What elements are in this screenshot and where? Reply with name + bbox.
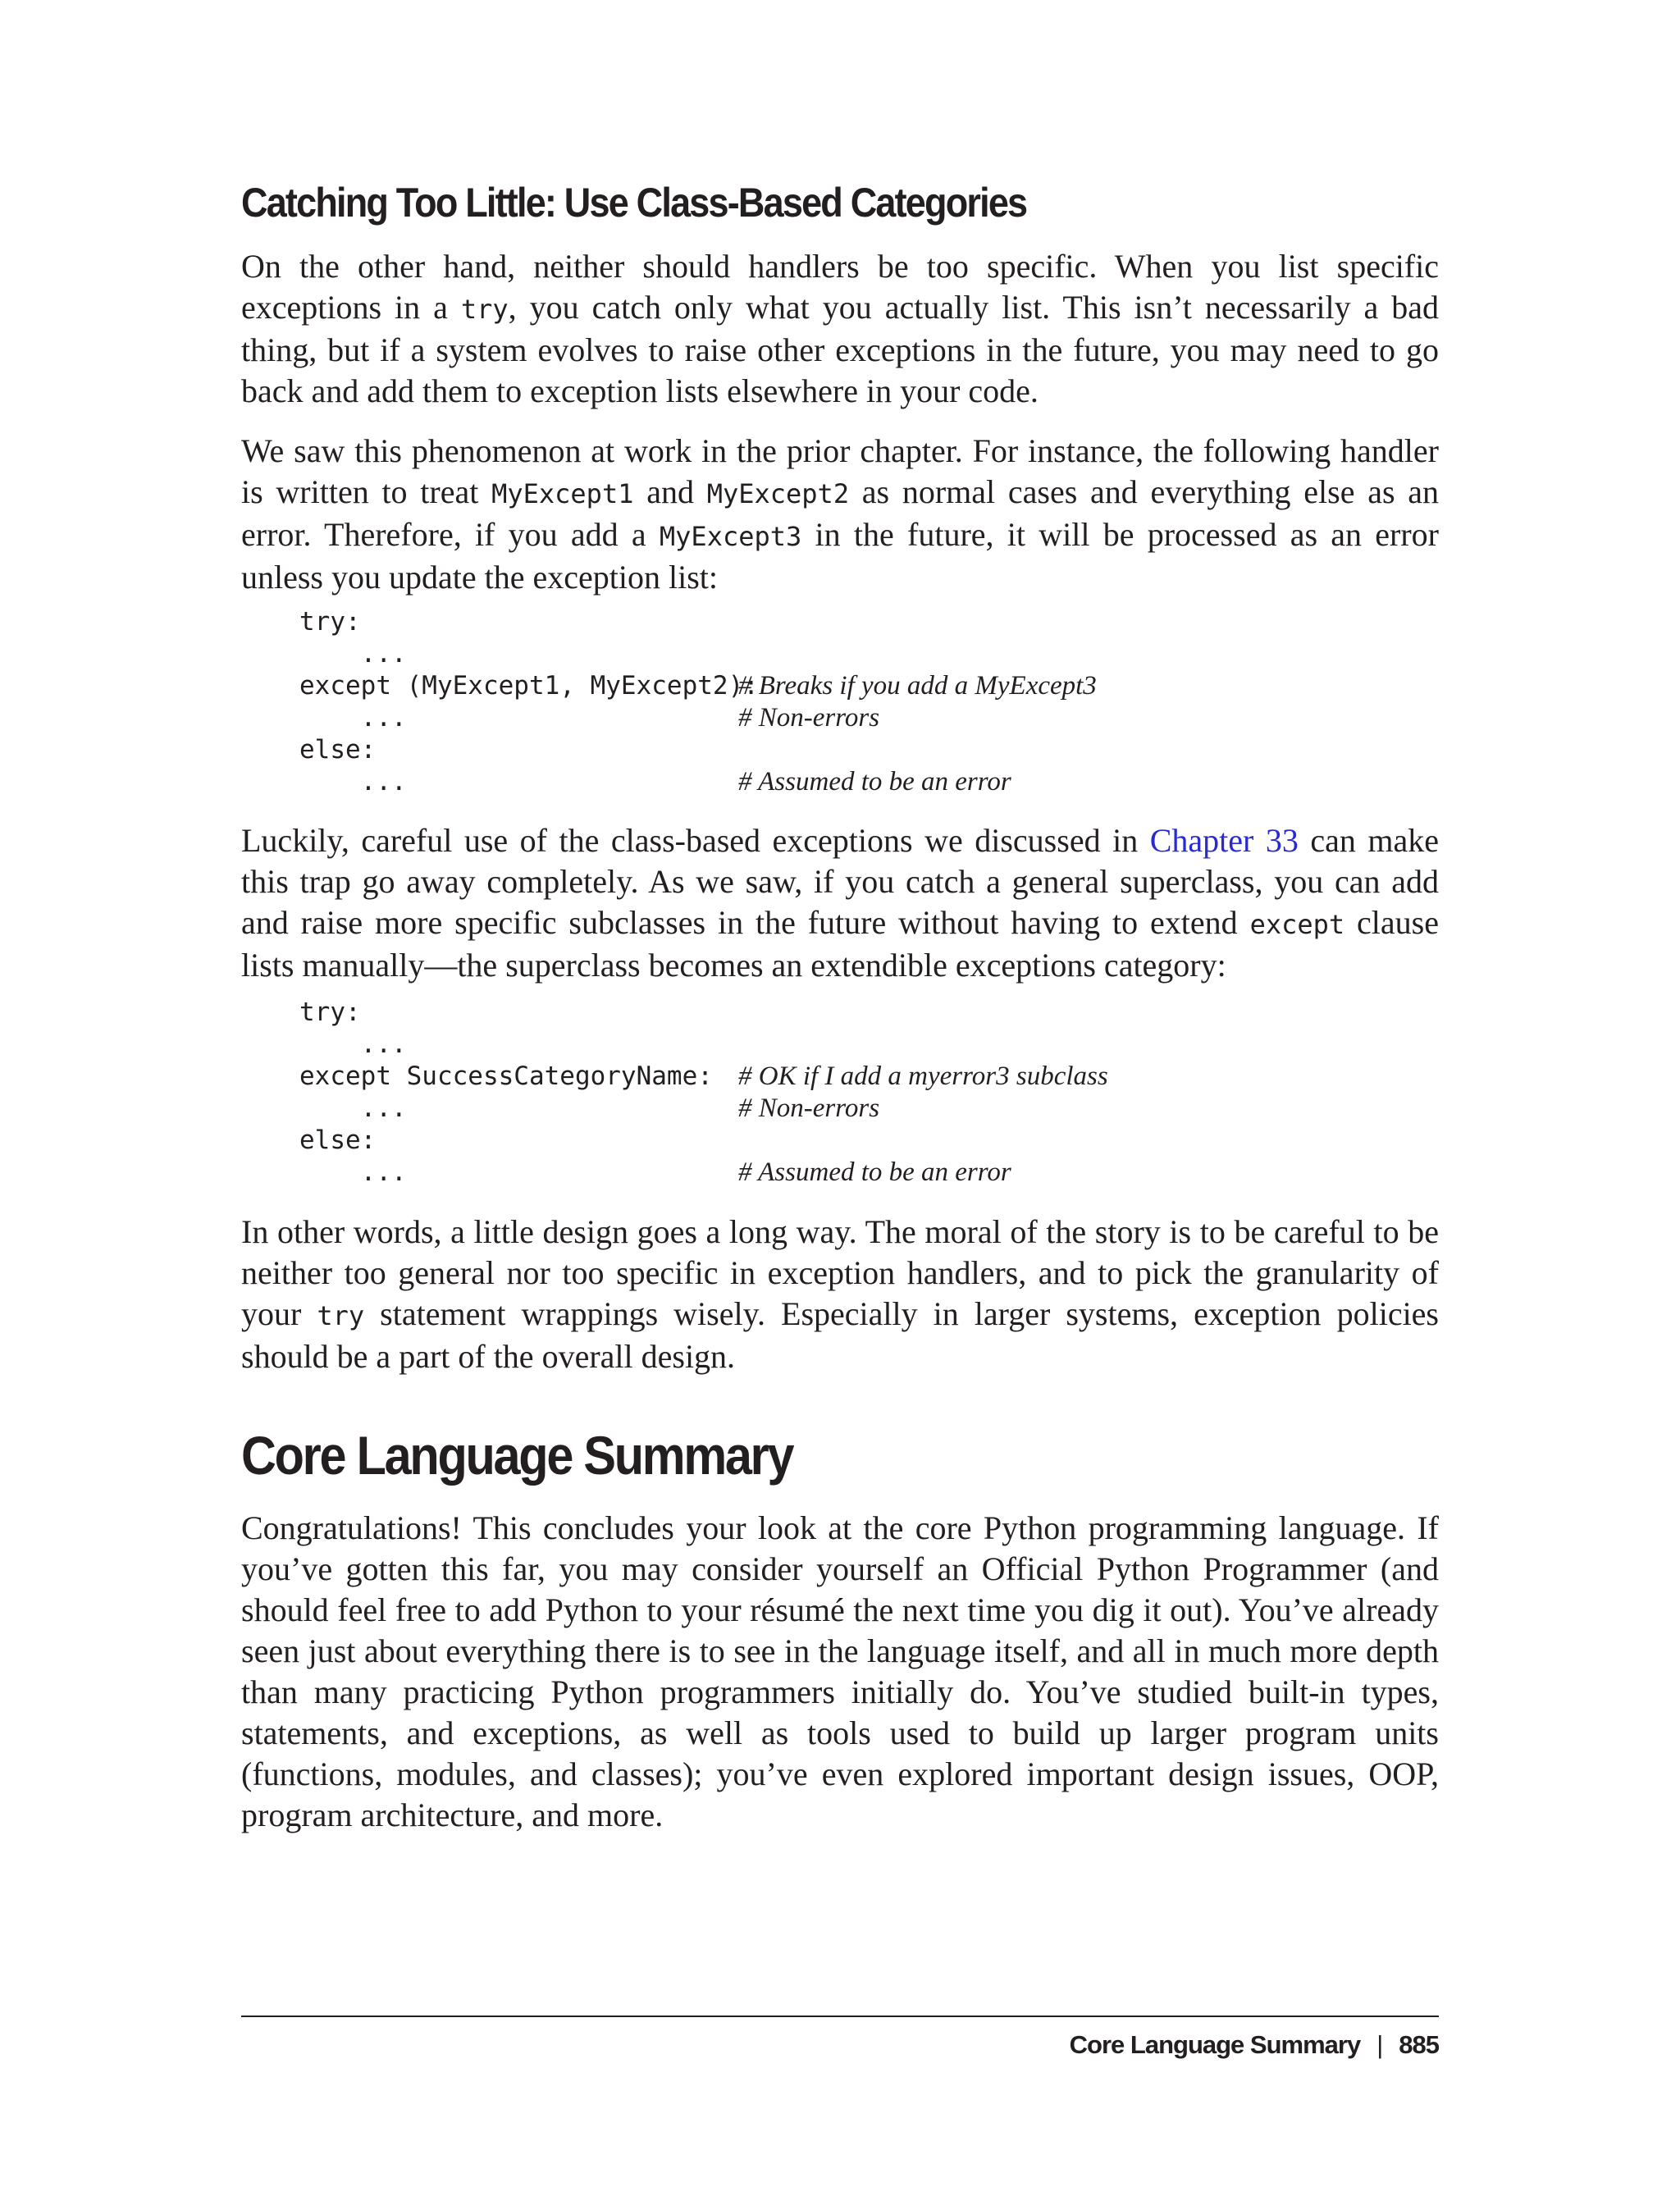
text-run: In other words, a little design goes a long way. The moral of the story is to be careful to be neither too general nor too specific in exception handlers, and to pick the granularity of your [241, 1213, 1439, 1332]
text-run: On the other hand, neither should handlers be too specific. When you list specific exceptions in a [241, 248, 1439, 326]
code-line [299, 734, 1448, 766]
text-run: as normal cases and everything else as an error. Therefore, if you add a [241, 473, 1439, 553]
code-comment: # OK if I add a myerror3 subclass [738, 1061, 1108, 1091]
code-line [299, 670, 1448, 702]
code-text: else: [299, 735, 377, 765]
code-text: try: [299, 607, 361, 637]
text-run: , you catch only what you actually list. This isn’t necessarily a bad thing, but if a system evolves to raise other exceptions in the future, you may need to go back and add them to exception lists elsewhere in your code. [241, 289, 1440, 409]
code-line [299, 997, 1448, 1029]
text-run: Luckily, careful use of the class-based exceptions we discussed in [241, 822, 1150, 859]
inline-code: MyExcept1 [491, 478, 634, 509]
chapter-link[interactable]: Chapter 33 [1149, 822, 1299, 859]
text-run: in the future, it will be processed as an error unless you update the exception list: [241, 516, 1439, 596]
inline-code: MyExcept2 [706, 478, 850, 509]
running-head: Core Language Summary [1069, 2030, 1361, 2059]
code-text: except SuccessCategoryName: [299, 1061, 713, 1091]
code-text: ... [299, 1093, 407, 1123]
code-line [299, 1125, 1448, 1157]
page-footer [1070, 2025, 1439, 2066]
code-line [299, 702, 1448, 734]
code-line [299, 606, 1448, 638]
inline-code: except [1249, 909, 1345, 940]
text-run: and [633, 473, 707, 510]
paragraph-5 [241, 1508, 1439, 1836]
footer-rule [241, 2016, 1439, 2017]
code-text: else: [299, 1125, 377, 1155]
code-comment: # Assumed to be an error [738, 1157, 1011, 1187]
code-line [299, 1061, 1448, 1093]
code-line [299, 766, 1448, 798]
code-comment: # Assumed to be an error [738, 767, 1011, 797]
text-run: statement wrappings wisely. Especially in larger systems, exception policies should be a part of the overall design. [241, 1295, 1440, 1375]
paragraph-1 [241, 246, 1439, 412]
code-text: try: [299, 998, 361, 1027]
code-text: ... [299, 767, 407, 797]
inline-code: try [317, 1300, 365, 1331]
code-line [299, 1157, 1448, 1189]
paragraph-text [241, 1508, 1439, 1836]
code-line [299, 1093, 1448, 1125]
footer-separator: | [1376, 2030, 1383, 2059]
section-heading: Core Language Summary [241, 1425, 793, 1486]
code-text: ... [299, 1029, 407, 1059]
code-text: except (MyExcept1, MyExcept2): [299, 671, 759, 701]
text-run: Congratulations! This concludes your look at the core Python programming language. If you’ve gotten this far, you may consider yourself an Official Python Programmer (and should feel free to add Python to your résumé the next time you dig it out). You’ve already seen just about everything there is to see in the language itself, and all in much more depth than many practicing Python programmers initially do. You’ve studied built-in types, statements, and exceptions, as well as tools used to build up larger program units (functions, modules, and classes); you’ve even explored important design issues, OOP, program architecture, and more. [241, 1509, 1439, 1833]
code-text: ... [299, 703, 407, 733]
page-number: 885 [1399, 2030, 1439, 2059]
code-block-1 [299, 606, 1448, 798]
code-text: ... [299, 639, 407, 669]
code-block-2 [299, 997, 1448, 1189]
code-text: ... [299, 1157, 407, 1187]
section-heading: Catching Too Little: Use Class-Based Categories [241, 180, 1027, 226]
code-line [299, 638, 1448, 670]
paragraph-text [241, 820, 1439, 986]
code-comment: # Non-errors [738, 1093, 880, 1123]
paragraph-text [241, 246, 1439, 412]
inline-code: MyExcept3 [659, 521, 802, 552]
code-comment: # Non-errors [738, 703, 880, 733]
paragraph-3 [241, 820, 1439, 986]
code-line [299, 1029, 1448, 1061]
code-comment: # Breaks if you add a MyExcept3 [738, 671, 1097, 701]
text-run: clause lists manually—the superclass becomes an extendible exceptions category: [241, 904, 1439, 984]
text-run: can make this trap go away completely. As we saw, if you catch a general superclass, you can add and raise more specific subclasses in the future without having to extend [241, 822, 1439, 941]
paragraph-text [241, 1212, 1439, 1377]
paragraph-4 [241, 1212, 1439, 1377]
paragraph-text [241, 431, 1439, 598]
inline-code: try [460, 294, 509, 325]
paragraph-2 [241, 431, 1439, 598]
text-run: We saw this phenomenon at work in the prior chapter. For instance, the following handler is written to treat [241, 432, 1439, 510]
